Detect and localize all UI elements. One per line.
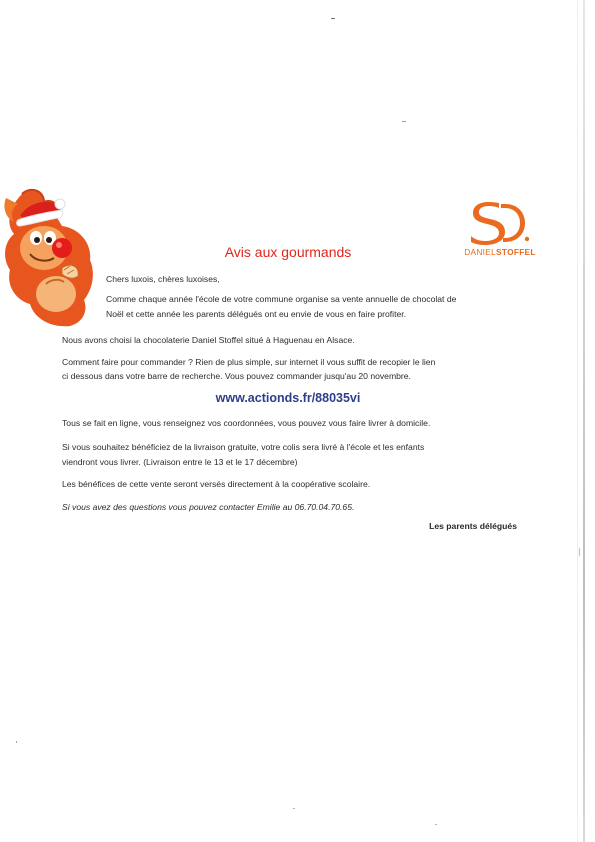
letter-title: Avis aux gourmands <box>224 244 352 260</box>
scan-speck <box>402 121 406 122</box>
scan-speck <box>579 548 580 556</box>
paragraph-7-contact: Si vous avez des questions vous pouvez contacter Emilie au 06.70.04.70.65. <box>62 502 355 512</box>
scan-speck <box>435 824 437 825</box>
letter-greeting: Chers luxois, chères luxoises, <box>106 274 220 284</box>
brand-second: STOFFEL <box>496 247 536 257</box>
scan-speck <box>16 741 17 743</box>
scan-edge <box>583 0 585 842</box>
paragraph-4: Tous se fait en ligne, vous renseignez vos coordonnées, vous pouvez vous faire livrer à domicile. <box>62 418 431 428</box>
paragraph-2: Nous avons choisi la chocolaterie Daniel Stoffel situé à Haguenau en Alsace. <box>62 335 355 345</box>
scan-speck <box>293 808 295 809</box>
paragraph-3-line-2: ci dessous dans votre barre de recherche. Vous pouvez commander jusqu'au 20 novembre. <box>62 371 411 381</box>
paragraph-1-line-2: Noël et cette année les parents délégués ont eu envie de vous en faire profiter. <box>106 309 407 319</box>
reindeer-santa-hat-icon <box>0 186 104 328</box>
paragraph-6: Les bénéfices de cette vente seront versés directement à la coopérative scolaire. <box>62 479 371 489</box>
ds-monogram-icon <box>455 198 545 248</box>
daniel-stoffel-logo <box>455 198 545 260</box>
paragraph-3-line-1: Comment faire pour commander ? Rien de plus simple, sur internet il vous suffit de recopier le lien <box>62 357 436 367</box>
signature: Les parents délégués <box>429 521 517 531</box>
scan-speck <box>331 18 335 19</box>
paragraph-5-line-2: viendront vous livrer. (Livraison entre le 13 et le 17 décembre) <box>62 457 298 467</box>
order-url: www.actionds.fr/88035vi <box>215 391 361 405</box>
paragraph-1-line-1: Comme chaque année l'école de votre commune organise sa vente annuelle de chocolat de <box>106 294 457 304</box>
brand-name <box>455 247 545 257</box>
scan-edge-faint <box>577 0 578 842</box>
brand-first: DANIEL <box>464 247 497 257</box>
paragraph-5-line-1: Si vous souhaitez bénéficiez de la livraison gratuite, votre colis sera livré à l'école et les enfants <box>62 442 425 452</box>
